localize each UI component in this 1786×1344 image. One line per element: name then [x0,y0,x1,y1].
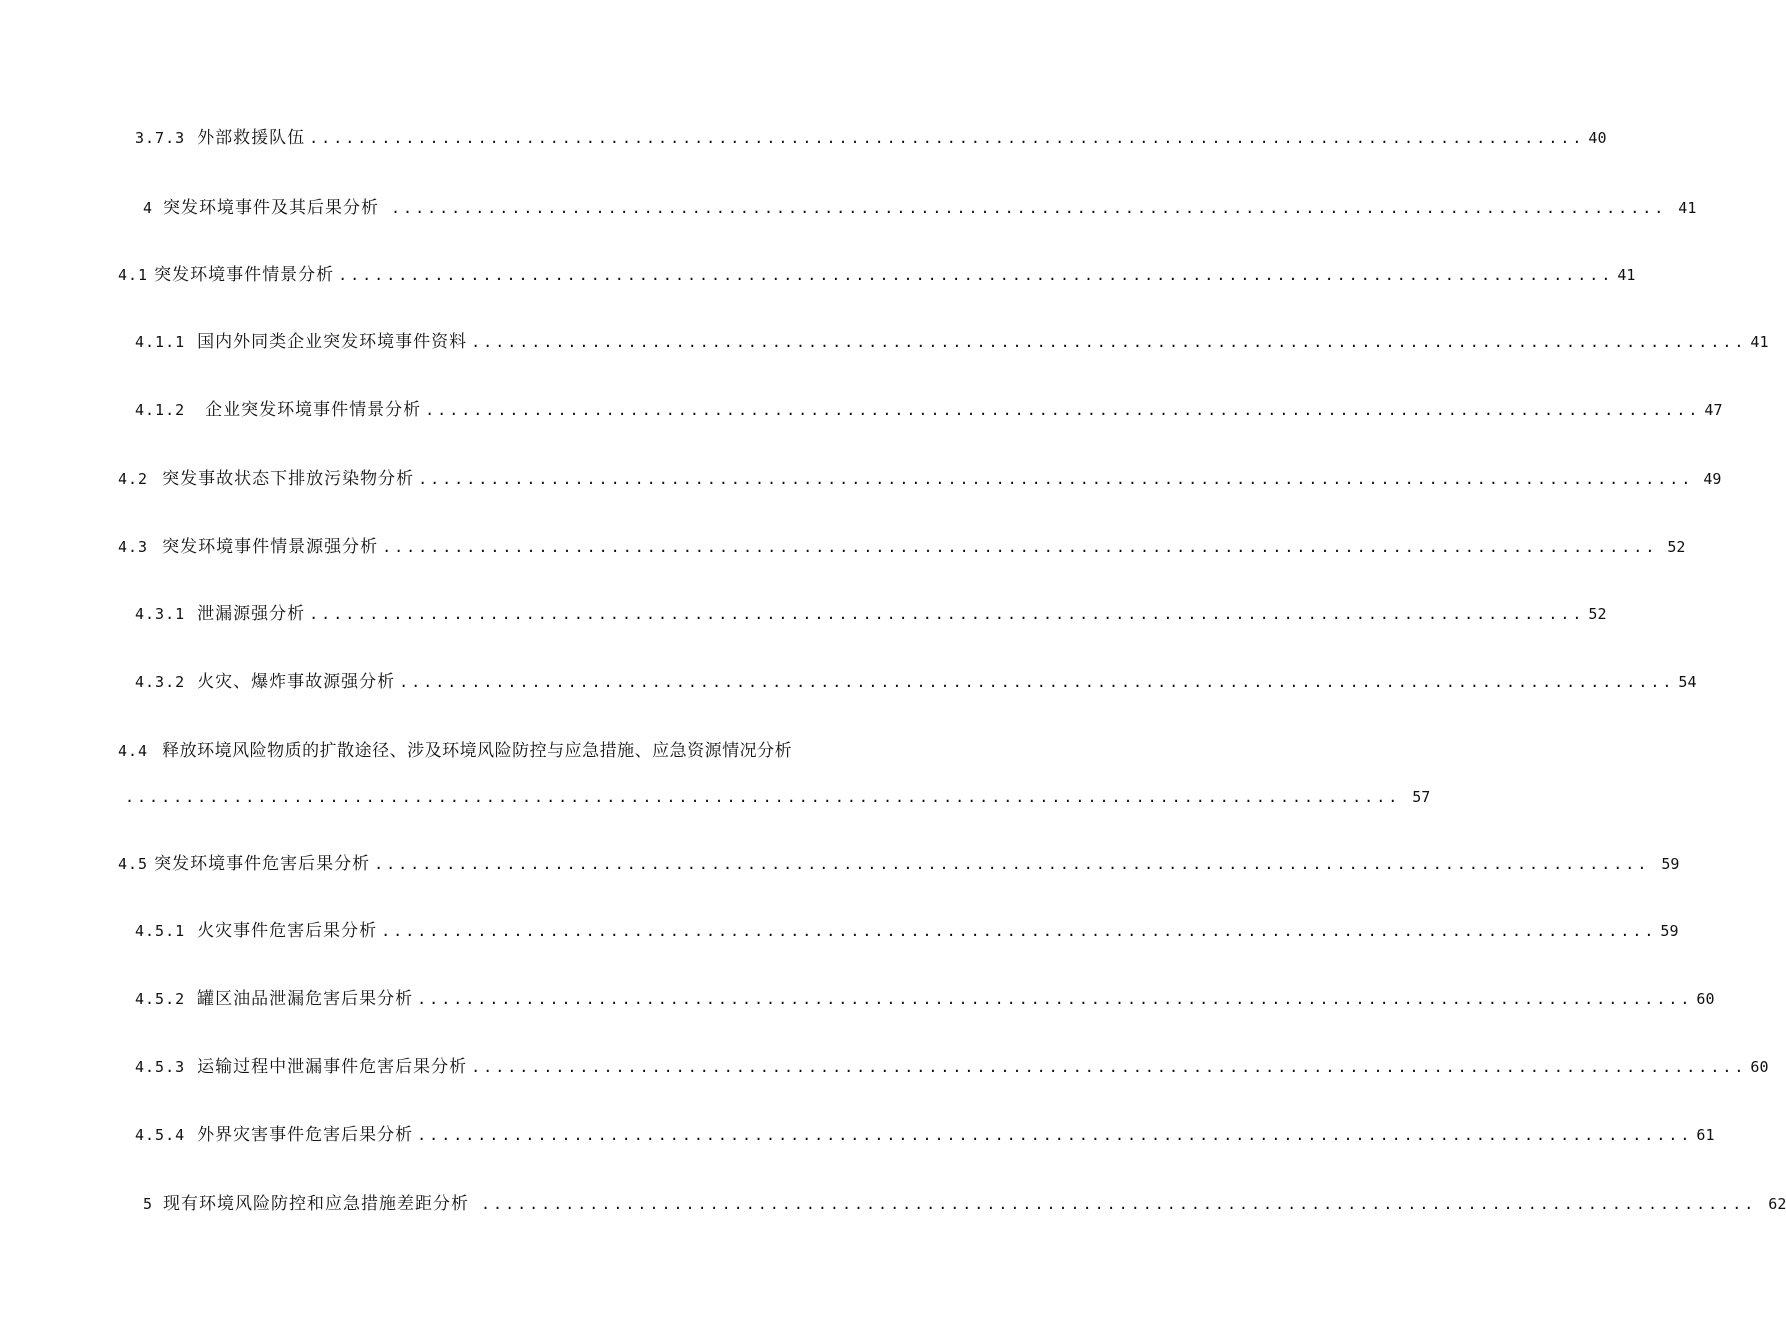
toc-entry-page: 61 [1696,1126,1715,1144]
toc-entry-page: 60 [1696,990,1715,1008]
toc-entry-number: 4.1.2 [135,401,186,419]
toc-entry-title: 突发环境事件情景源强分析 [162,537,379,557]
toc-entry-4-3[interactable] [118,536,1686,558]
toc-entry-number: 4.5 [118,855,149,873]
toc-dot-leader: .......................................................................................................... [381,922,1657,940]
toc-entry-5[interactable] [143,1193,1786,1215]
toc-entry-4-5-2[interactable] [135,988,1715,1010]
toc-entry-4-3-1[interactable] [135,603,1607,625]
toc-entry-4-5[interactable] [118,853,1680,875]
toc-entry-page: 57 [1412,788,1431,806]
toc-entry-number: 4.3.2 [135,673,186,691]
toc-entry-title: 火灾事件危害后果分析 [197,921,378,941]
toc-dot-leader: .......................................................................................................... [309,129,1585,147]
toc-entry-number: 4 [143,199,154,217]
toc-entry-page: 40 [1588,129,1607,147]
toc-entry-4-3-2[interactable] [135,671,1697,693]
toc-dot-leader: .......................................................................................................... [399,673,1675,691]
toc-entry-number: 4.1.1 [135,333,186,351]
toc-dot-leader: .......................................................................................................... [309,605,1585,623]
toc-entry-number: 4.5.3 [135,1058,186,1076]
toc-entry-page: 41 [1617,266,1636,284]
toc-entry-number: 3.7.3 [135,129,186,147]
toc-dot-leader: .......................................................................................................... [417,1126,1693,1144]
toc-entry-title: 泄漏源强分析 [197,604,306,624]
toc-entry-page: 62 [1768,1195,1786,1213]
toc-entry-4-1-1[interactable] [135,331,1769,353]
toc-dot-leader: .......................................................................................................... [382,538,1658,556]
toc-entry-title: 突发环境事件危害后果分析 [154,854,371,874]
toc-entry-page: 52 [1667,538,1686,556]
toc-dot-leader: .......................................................................................................... [471,333,1747,351]
toc-entry-4-5-3[interactable] [135,1056,1769,1078]
toc-entry-4-4-leader-line[interactable] [125,786,1431,808]
toc-entry-3-7-3[interactable] [135,127,1607,149]
toc-entry-title: 突发环境事件情景分析 [154,265,335,285]
toc-entry-4[interactable] [143,197,1697,219]
toc-entry-page: 59 [1660,922,1679,940]
toc-entry-title: 外部救援队伍 [197,128,306,148]
toc-entry-number: 4.1 [118,266,149,284]
toc-dot-leader: .......................................................................................................... [417,990,1693,1008]
toc-entry-page: 47 [1704,401,1723,419]
toc-entry-title: 罐区油品泄漏危害后果分析 [197,989,414,1009]
toc-entry-4-5-1[interactable] [135,920,1679,942]
toc-entry-4-1[interactable] [118,264,1636,286]
toc-dot-leader: .......................................................................................................... [471,1058,1747,1076]
toc-entry-4-1-2[interactable] [135,399,1723,421]
toc-entry-page: 41 [1678,199,1697,217]
toc-dot-leader: .......................................................................................................... [338,266,1614,284]
toc-entry-page: 52 [1588,605,1607,623]
toc-entry-4-2[interactable] [118,468,1722,490]
toc-entry-title: 突发事故状态下排放污染物分析 [162,469,415,489]
toc-dot-leader: .......................................................................................................... [374,855,1650,873]
toc-entry-title: 现有环境风险防控和应急措施差距分析 [163,1194,470,1214]
toc-entry-title: 释放环境风险物质的扩散途径、涉及环境风险防控与应急措施、应急资源情况分析 [162,741,793,761]
toc-entry-number: 5 [143,1195,154,1213]
toc-entry-number: 4.5.1 [135,922,186,940]
toc-dot-leader: .......................................................................................................... [125,788,1401,806]
toc-entry-page: 59 [1661,855,1680,873]
toc-entry-4-4[interactable] [118,740,858,762]
toc-entry-title: 运输过程中泄漏事件危害后果分析 [197,1057,468,1077]
toc-entry-page: 49 [1703,470,1722,488]
toc-entry-page: 54 [1678,673,1697,691]
toc-entry-title: 火灾、爆炸事故源强分析 [197,672,396,692]
toc-entry-page: 41 [1750,333,1769,351]
toc-entry-number: 4.2 [118,470,149,488]
toc-entry-number: 4.4 [118,742,149,760]
toc-entry-number: 4.3 [118,538,149,556]
toc-entry-title: 突发环境事件及其后果分析 [163,198,380,218]
toc-dot-leader: .......................................................................................................... [391,199,1667,217]
toc-entry-title: 企业突发环境事件情景分析 [205,400,422,420]
toc-entry-page: 60 [1750,1058,1769,1076]
toc-entry-4-5-4[interactable] [135,1124,1715,1146]
toc-dot-leader: .......................................................................................................... [425,401,1701,419]
toc-entry-number: 4.5.4 [135,1126,186,1144]
toc-entry-number: 4.5.2 [135,990,186,1008]
toc-dot-leader: .......................................................................................................... [418,470,1694,488]
toc-dot-leader: .......................................................................................................... [481,1195,1757,1213]
toc-entry-title: 外界灾害事件危害后果分析 [197,1125,414,1145]
toc-entry-title: 国内外同类企业突发环境事件资料 [197,332,468,352]
toc-entry-number: 4.3.1 [135,605,186,623]
